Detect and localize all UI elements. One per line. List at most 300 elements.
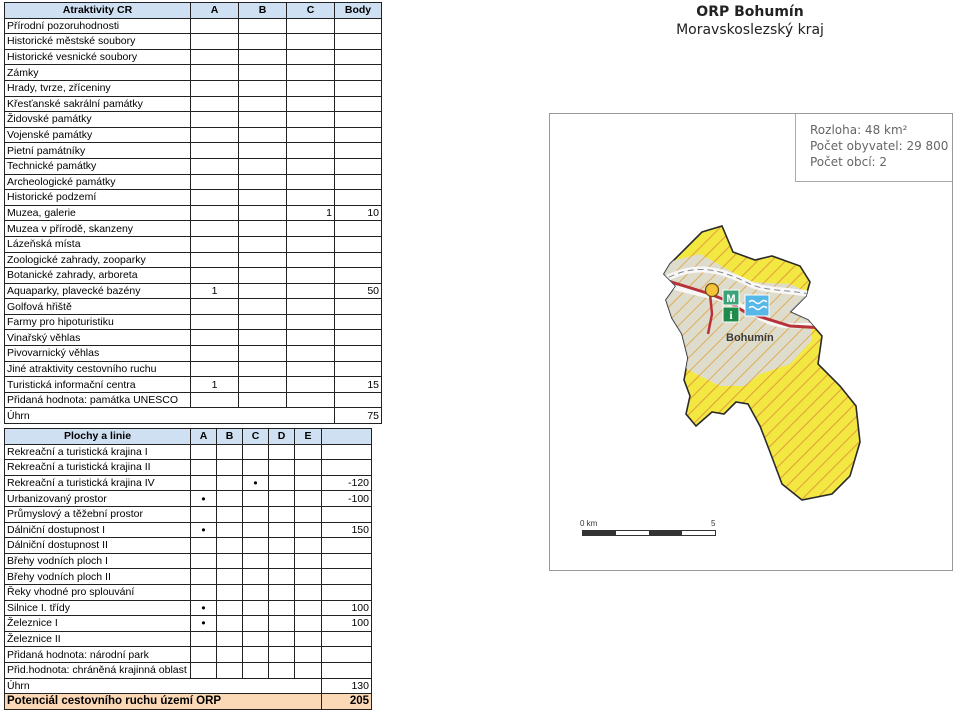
header-body: Body xyxy=(335,3,382,19)
cell-e xyxy=(295,475,322,491)
cell-e xyxy=(295,506,322,522)
area-line-row xyxy=(5,538,372,554)
cell-body: 100 xyxy=(322,600,372,616)
area-line-row xyxy=(5,616,372,632)
cell-a: • xyxy=(191,491,217,507)
cell-c xyxy=(243,506,269,522)
cell-d xyxy=(269,569,295,585)
cell-c xyxy=(243,569,269,585)
cell-b xyxy=(217,538,243,554)
map-svg xyxy=(550,114,952,570)
row-label: Jiné atraktivity cestovního ruchu xyxy=(5,361,191,377)
row-label: Židovské památky xyxy=(5,112,191,128)
cell-b xyxy=(217,616,243,632)
cell-b xyxy=(239,80,287,96)
row-label: Zámky xyxy=(5,65,191,81)
cell-b xyxy=(239,283,287,299)
row-label: Turistická informační centra xyxy=(5,377,191,393)
attraction-row xyxy=(5,112,382,128)
cell-c xyxy=(287,18,335,34)
cell-c xyxy=(243,647,269,663)
cell-b xyxy=(239,34,287,50)
aquapark-icon xyxy=(745,295,769,316)
scale-start-label: 0 km xyxy=(580,519,598,528)
cell-b xyxy=(239,314,287,330)
cell-c xyxy=(287,96,335,112)
cell-a xyxy=(191,584,217,600)
cell-b xyxy=(239,158,287,174)
cell-body xyxy=(335,34,382,50)
cell-e xyxy=(295,631,322,647)
total-label: Úhrn xyxy=(5,408,335,424)
cell-b xyxy=(217,444,243,460)
scale-bar-graphic xyxy=(582,530,716,536)
row-label: Botanické zahrady, arboreta xyxy=(5,268,191,284)
attraction-row xyxy=(5,96,382,112)
cell-c xyxy=(287,346,335,362)
cell-e xyxy=(295,460,322,476)
row-label: Pietní památníky xyxy=(5,143,191,159)
total-value: 75 xyxy=(335,408,382,424)
cell-a xyxy=(191,631,217,647)
cell-e xyxy=(295,522,322,538)
cell-b xyxy=(239,361,287,377)
cell-body: 150 xyxy=(322,522,372,538)
cell-c xyxy=(287,174,335,190)
cell-d xyxy=(269,491,295,507)
attraction-row xyxy=(5,143,382,159)
cell-body xyxy=(322,662,372,678)
cell-body xyxy=(335,112,382,128)
area-line-row xyxy=(5,662,372,678)
area-line-row xyxy=(5,553,372,569)
cell-e xyxy=(295,444,322,460)
motorway-junction-icon xyxy=(706,284,719,297)
cell-body xyxy=(322,538,372,554)
cell-b xyxy=(217,631,243,647)
cell-c xyxy=(287,299,335,315)
header-d: D xyxy=(269,429,295,445)
header-label: Atraktivity CR xyxy=(5,3,191,19)
cell-c xyxy=(243,631,269,647)
attraction-row xyxy=(5,236,382,252)
orp-territory xyxy=(660,226,860,500)
cell-c xyxy=(243,662,269,678)
cell-body xyxy=(335,236,382,252)
cell-c xyxy=(287,190,335,206)
cell-a xyxy=(191,18,239,34)
info-centre-icon xyxy=(723,307,739,322)
attraction-row xyxy=(5,65,382,81)
svg-text:M: M xyxy=(726,293,736,305)
total-label: Úhrn xyxy=(5,678,322,694)
cell-d xyxy=(269,475,295,491)
cell-b xyxy=(239,190,287,206)
cell-b xyxy=(217,569,243,585)
cell-body: 50 xyxy=(335,283,382,299)
cell-a xyxy=(191,506,217,522)
area-line-row xyxy=(5,444,372,460)
header-e: E xyxy=(295,429,322,445)
row-label: Historické městské soubory xyxy=(5,34,191,50)
cell-c xyxy=(243,460,269,476)
area-line-row xyxy=(5,647,372,663)
cell-c xyxy=(287,65,335,81)
cell-c xyxy=(287,143,335,159)
cell-a xyxy=(191,96,239,112)
cell-a xyxy=(191,361,239,377)
cell-a xyxy=(191,158,239,174)
row-label: Golfová hřiště xyxy=(5,299,191,315)
cell-body xyxy=(335,190,382,206)
cell-e xyxy=(295,616,322,632)
cell-e xyxy=(295,600,322,616)
attractions-table xyxy=(4,2,382,424)
cell-a xyxy=(191,475,217,491)
cell-a xyxy=(191,80,239,96)
total-value: 130 xyxy=(322,678,372,694)
cell-body xyxy=(322,553,372,569)
attraction-row xyxy=(5,158,382,174)
region-name: Moravskoslezský kraj xyxy=(676,22,824,38)
cell-c: • xyxy=(243,475,269,491)
area-line-row xyxy=(5,475,372,491)
area-line-row xyxy=(5,506,372,522)
row-label: Dálniční dostupnost I xyxy=(5,522,191,538)
cell-a xyxy=(191,205,239,221)
cell-c xyxy=(287,34,335,50)
cell-b xyxy=(239,299,287,315)
cell-c xyxy=(287,330,335,346)
cell-e xyxy=(295,491,322,507)
attraction-row xyxy=(5,221,382,237)
cell-b xyxy=(239,330,287,346)
row-label: Muzea, galerie xyxy=(5,205,191,221)
attraction-row xyxy=(5,346,382,362)
cell-b xyxy=(239,49,287,65)
cell-d xyxy=(269,553,295,569)
cell-b xyxy=(239,392,287,408)
area-line-row xyxy=(5,569,372,585)
cell-e xyxy=(295,569,322,585)
cell-b xyxy=(217,553,243,569)
cell-body xyxy=(335,18,382,34)
cell-body xyxy=(322,584,372,600)
cell-a xyxy=(191,662,217,678)
row-label: Hrady, tvrze, zříceniny xyxy=(5,80,191,96)
town-label: Bohumín xyxy=(726,332,774,344)
cell-b xyxy=(239,268,287,284)
attraction-row xyxy=(5,252,382,268)
cell-d xyxy=(269,506,295,522)
row-label: Zoologické zahrady, zooparky xyxy=(5,252,191,268)
row-label: Rekreační a turistická krajina II xyxy=(5,460,191,476)
attraction-row xyxy=(5,18,382,34)
attraction-row xyxy=(5,190,382,206)
row-label: Vojenské památky xyxy=(5,127,191,143)
scale-end-label: 5 xyxy=(711,519,716,528)
area-line-row xyxy=(5,522,372,538)
cell-c xyxy=(287,221,335,237)
cell-c xyxy=(287,377,335,393)
cell-c xyxy=(287,314,335,330)
cell-body xyxy=(335,49,382,65)
cell-a xyxy=(191,538,217,554)
attraction-row xyxy=(5,392,382,408)
row-label: Historické podzemí xyxy=(5,190,191,206)
cell-a xyxy=(191,392,239,408)
cell-body xyxy=(335,299,382,315)
cell-d xyxy=(269,522,295,538)
attraction-row xyxy=(5,34,382,50)
cell-a xyxy=(191,236,239,252)
cell-c xyxy=(287,49,335,65)
cell-body xyxy=(335,330,382,346)
cell-d xyxy=(269,662,295,678)
header-c: C xyxy=(243,429,269,445)
cell-body xyxy=(322,631,372,647)
cell-b xyxy=(217,475,243,491)
cell-body xyxy=(335,174,382,190)
cell-a xyxy=(191,330,239,346)
row-label: Pivovarnický věhlas xyxy=(5,346,191,362)
row-label: Přírodní pozoruhodnosti xyxy=(5,18,191,34)
row-label: Přidaná hodnota: národní park xyxy=(5,647,191,663)
cell-c: 1 xyxy=(287,205,335,221)
row-label: Přidaná hodnota: památka UNESCO xyxy=(5,392,191,408)
orp-name: ORP Bohumín xyxy=(696,4,804,20)
cell-body xyxy=(335,65,382,81)
cell-body: 10 xyxy=(335,205,382,221)
cell-b xyxy=(239,346,287,362)
cell-b xyxy=(217,522,243,538)
row-label: Řeky vhodné pro splouvání xyxy=(5,584,191,600)
cell-d xyxy=(269,538,295,554)
cell-a xyxy=(191,569,217,585)
row-label: Vinařský věhlas xyxy=(5,330,191,346)
area-line-row xyxy=(5,600,372,616)
areas-lines-table xyxy=(4,428,372,710)
cell-a: • xyxy=(191,600,217,616)
cell-body xyxy=(335,127,382,143)
cell-b xyxy=(217,491,243,507)
page-title xyxy=(660,4,840,38)
attraction-row xyxy=(5,127,382,143)
cell-b xyxy=(239,174,287,190)
cell-body xyxy=(322,444,372,460)
cell-b xyxy=(217,600,243,616)
cell-a: • xyxy=(191,522,217,538)
header-a: A xyxy=(191,3,239,19)
attraction-row xyxy=(5,361,382,377)
cell-body xyxy=(335,361,382,377)
cell-c xyxy=(243,491,269,507)
cell-c xyxy=(243,553,269,569)
cell-b xyxy=(239,96,287,112)
header-a: A xyxy=(191,429,217,445)
attractions-total-row xyxy=(5,408,382,424)
cell-a: 1 xyxy=(191,377,239,393)
cell-body xyxy=(322,569,372,585)
row-label: Muzea v přírodě, skanzeny xyxy=(5,221,191,237)
cell-d xyxy=(269,647,295,663)
cell-body: 15 xyxy=(335,377,382,393)
area-line-row xyxy=(5,631,372,647)
cell-b xyxy=(239,252,287,268)
cell-e xyxy=(295,662,322,678)
cell-body xyxy=(335,392,382,408)
cell-c xyxy=(243,538,269,554)
cell-c xyxy=(287,80,335,96)
areas-header-row xyxy=(5,429,372,445)
cell-a xyxy=(191,460,217,476)
cell-a xyxy=(191,112,239,128)
cell-a: • xyxy=(191,616,217,632)
cell-b xyxy=(239,65,287,81)
cell-body xyxy=(322,647,372,663)
cell-a xyxy=(191,314,239,330)
map-scale-bar xyxy=(580,519,730,539)
attraction-row xyxy=(5,205,382,221)
header-label: Plochy a linie xyxy=(5,429,191,445)
row-label: Dálniční dostupnost II xyxy=(5,538,191,554)
cell-c xyxy=(287,361,335,377)
row-label: Rekreační a turistická krajina IV xyxy=(5,475,191,491)
cell-body xyxy=(335,252,382,268)
row-label: Železnice II xyxy=(5,631,191,647)
cell-b xyxy=(239,205,287,221)
row-label: Silnice I. třídy xyxy=(5,600,191,616)
cell-c xyxy=(287,252,335,268)
attraction-row xyxy=(5,80,382,96)
cell-a xyxy=(191,174,239,190)
museum-icon xyxy=(723,290,739,305)
attraction-row xyxy=(5,330,382,346)
svg-text:i: i xyxy=(729,308,733,322)
header-b: B xyxy=(239,3,287,19)
cell-body: -100 xyxy=(322,491,372,507)
cell-a xyxy=(191,127,239,143)
attraction-row xyxy=(5,283,382,299)
area-line-row xyxy=(5,491,372,507)
attraction-row xyxy=(5,49,382,65)
header-c: C xyxy=(287,3,335,19)
orp-map xyxy=(549,113,953,571)
cell-b xyxy=(217,662,243,678)
row-label: Průmyslový a těžební prostor xyxy=(5,506,191,522)
cell-b xyxy=(239,377,287,393)
cell-a xyxy=(191,49,239,65)
cell-body xyxy=(335,143,382,159)
cell-c xyxy=(287,112,335,128)
cell-d xyxy=(269,444,295,460)
cell-c xyxy=(243,522,269,538)
row-label: Historické vesnické soubory xyxy=(5,49,191,65)
area-line-row xyxy=(5,460,372,476)
cell-body xyxy=(322,460,372,476)
row-label: Lázeňská místa xyxy=(5,236,191,252)
cell-c xyxy=(287,283,335,299)
areas-total-row xyxy=(5,678,372,694)
cell-b xyxy=(217,506,243,522)
cell-e xyxy=(295,553,322,569)
row-label: Břehy vodních ploch II xyxy=(5,569,191,585)
cell-b xyxy=(239,236,287,252)
attraction-row xyxy=(5,377,382,393)
row-label: Urbanizovaný prostor xyxy=(5,491,191,507)
row-label: Křesťanské sakrální památky xyxy=(5,96,191,112)
cell-c xyxy=(287,127,335,143)
cell-a: 1 xyxy=(191,283,239,299)
cell-d xyxy=(269,631,295,647)
row-label: Rekreační a turistická krajina I xyxy=(5,444,191,460)
cell-e xyxy=(295,647,322,663)
cell-a xyxy=(191,299,239,315)
cell-c xyxy=(287,158,335,174)
info-municipalities: Počet obcí: 2 xyxy=(810,155,888,169)
cell-d xyxy=(269,460,295,476)
cell-b xyxy=(217,460,243,476)
cell-b xyxy=(217,647,243,663)
final-label: Potenciál cestovního ruchu území ORP xyxy=(5,694,322,710)
cell-a xyxy=(191,647,217,663)
cell-d xyxy=(269,584,295,600)
cell-body xyxy=(335,314,382,330)
row-label: Aquaparky, plavecké bazény xyxy=(5,283,191,299)
row-label: Archeologické památky xyxy=(5,174,191,190)
cell-c xyxy=(287,392,335,408)
cell-a xyxy=(191,65,239,81)
attraction-row xyxy=(5,314,382,330)
cell-b xyxy=(239,127,287,143)
cell-c xyxy=(243,600,269,616)
row-label: Farmy pro hipoturistiku xyxy=(5,314,191,330)
info-area: Rozloha: 48 km² xyxy=(810,123,908,137)
row-label: Technické památky xyxy=(5,158,191,174)
cell-b xyxy=(239,221,287,237)
cell-c xyxy=(243,616,269,632)
cell-body xyxy=(322,506,372,522)
cell-a xyxy=(191,34,239,50)
info-population: Počet obyvatel: 29 800 xyxy=(810,139,949,153)
attraction-row xyxy=(5,174,382,190)
attraction-row xyxy=(5,268,382,284)
cell-e xyxy=(295,584,322,600)
cell-d xyxy=(269,616,295,632)
cell-a xyxy=(191,268,239,284)
cell-a xyxy=(191,346,239,362)
cell-c xyxy=(243,444,269,460)
cell-c xyxy=(287,268,335,284)
attractions-header-row xyxy=(5,3,382,19)
cell-body xyxy=(335,268,382,284)
row-label: Železnice I xyxy=(5,616,191,632)
cell-body xyxy=(335,158,382,174)
cell-a xyxy=(191,143,239,159)
cell-a xyxy=(191,553,217,569)
cell-b xyxy=(217,584,243,600)
cell-a xyxy=(191,444,217,460)
header-b: B xyxy=(217,429,243,445)
row-label: Břehy vodních ploch I xyxy=(5,553,191,569)
cell-body xyxy=(335,346,382,362)
cell-d xyxy=(269,600,295,616)
cell-b xyxy=(239,143,287,159)
header-body xyxy=(322,429,372,445)
final-potential-row xyxy=(5,694,372,710)
cell-body xyxy=(335,80,382,96)
cell-body: 100 xyxy=(322,616,372,632)
